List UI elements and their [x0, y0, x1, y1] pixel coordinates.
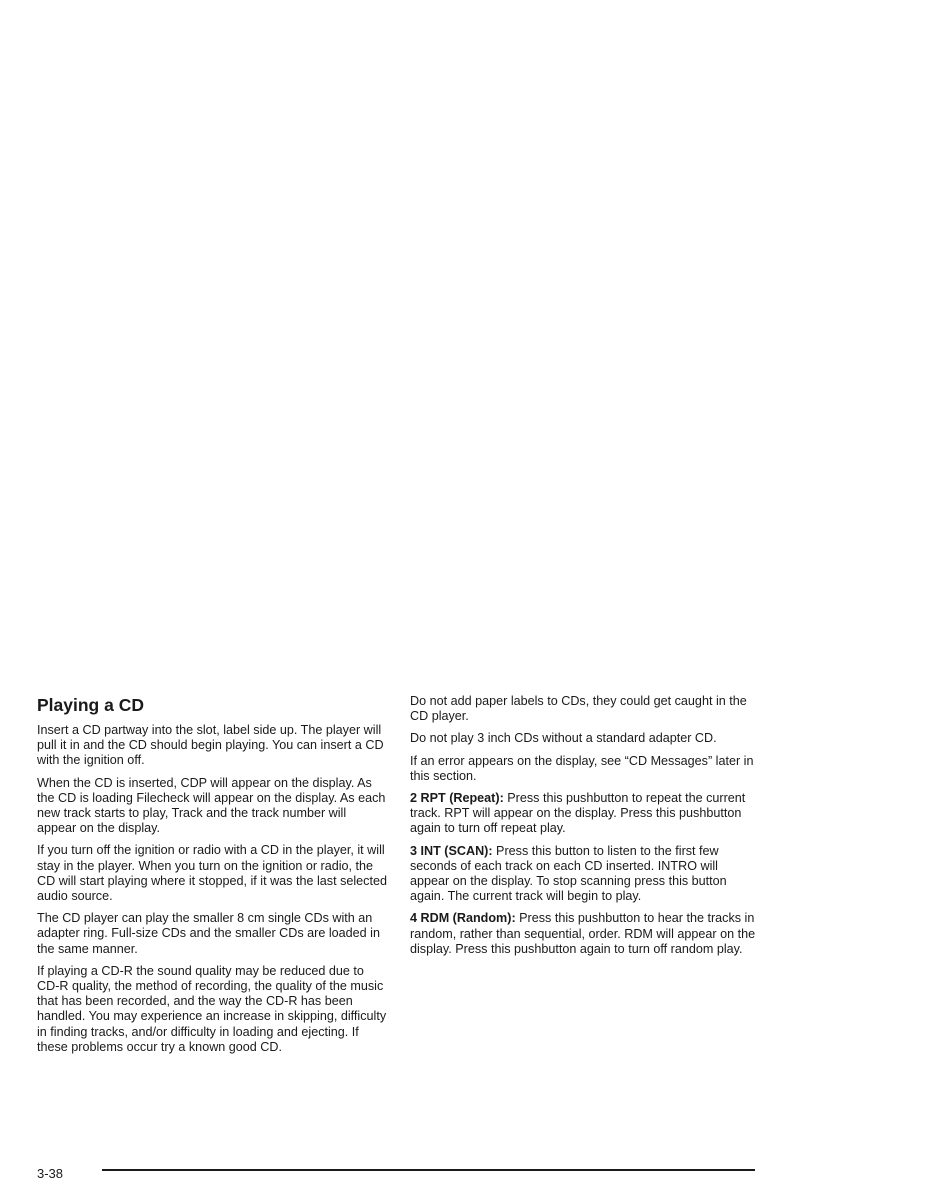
footer-rule [102, 1169, 755, 1171]
paragraph-small-cds: The CD player can play the smaller 8 cm single CDs with an adapter ring. Full-size CDs and the smaller CDs are loaded in the same manner. [37, 911, 380, 956]
paragraph-3-inch-cds: Do not play 3 inch CDs without a standard adapter CD. [410, 731, 717, 746]
page-footer [37, 1162, 755, 1182]
text-scan: Press this button to listen to the first few seconds of each track on each CD inserted. INTRO will appear on the display. To stop scanning press this button again. The current track will begin to play. [410, 843, 727, 904]
section-heading: Playing a CD [37, 695, 144, 715]
right-column [410, 694, 760, 964]
paragraph-cd-r: If playing a CD-R the sound quality may be reduced due to CD-R quality, the method of recording, the quality of the music that has been recorded, and the way the CD-R has been handled. You may experience an increase in skipping, difficulty in finding tracks, and/or difficulty in loading and ejecting. If these problems occur try a known good CD. [37, 963, 387, 1054]
paragraph-error-messages: If an error appears on the display, see “CD Messages” later in this section. [410, 753, 754, 783]
term-repeat: 2 RPT (Repeat): [410, 791, 504, 806]
paragraph-cd-inserted: When the CD is inserted, CDP will appear on the display. As the CD is loading Filecheck will appear on the display. As each new track starts to play, Track and the track number will appear on the display. [37, 775, 386, 836]
term-random: 4 RDM (Random): [410, 911, 516, 926]
paragraph-scan-button [410, 844, 760, 905]
paragraph-insert-cd: Insert a CD partway into the slot, label side up. The player will pull it in and the CD should begin playing. You can insert a CD with the ignition off. [37, 723, 384, 768]
term-scan: 3 INT (SCAN): [410, 843, 493, 858]
text-repeat: Press this pushbutton to repeat the current track. RPT will appear on the display. Press this pushbutton again to turn off repeat play. [410, 791, 746, 836]
paragraph-repeat-button [410, 791, 760, 837]
left-column [37, 694, 387, 1062]
paragraph-random-button [410, 911, 760, 957]
paragraph-ignition-off: If you turn off the ignition or radio with a CD in the player, it will stay in the player. When you turn on the ignition or radio, the CD will start playing where it stopped, if it was the last selected audio source. [37, 843, 387, 904]
page-number: 3-38 [37, 1166, 64, 1181]
paragraph-paper-labels: Do not add paper labels to CDs, they could get caught in the CD player. [410, 694, 747, 724]
text-random: Press this pushbutton to hear the tracks in random, rather than sequential, order. RDM will appear on the display. Press this pushbutton again to turn off random play. [410, 911, 756, 956]
